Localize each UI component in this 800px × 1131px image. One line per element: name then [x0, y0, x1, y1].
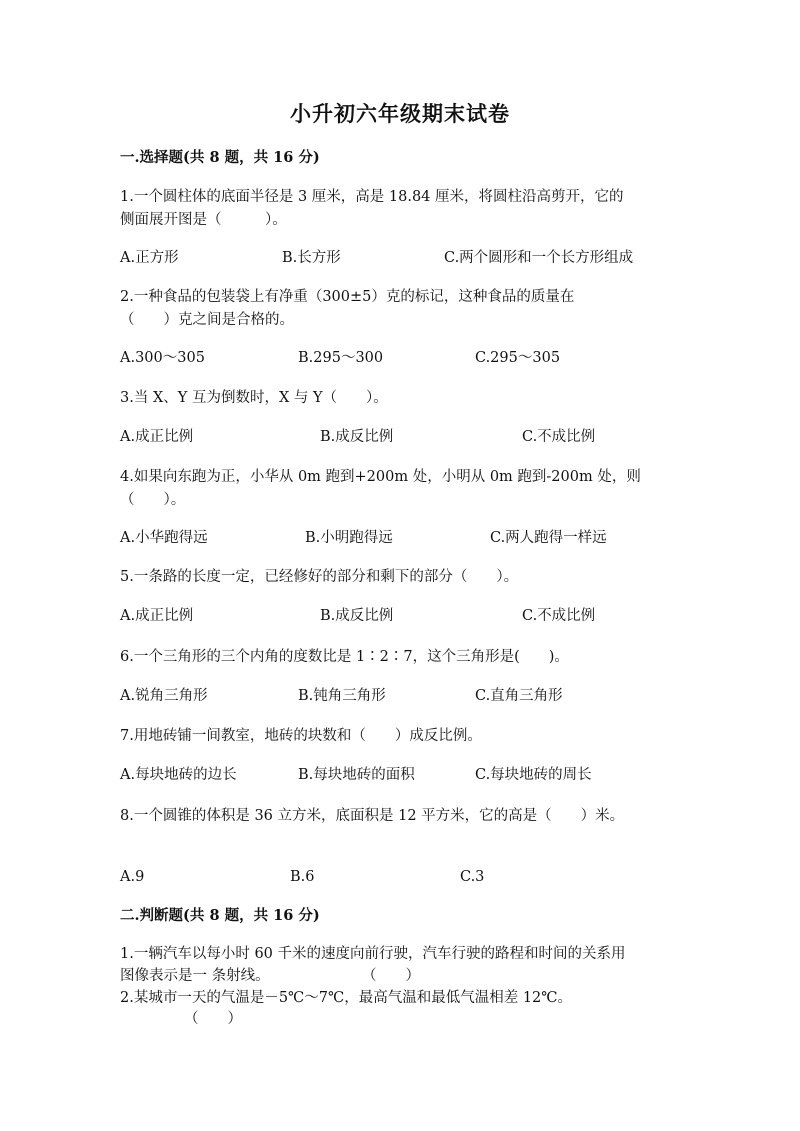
question-2-option-b: B.295～300 — [298, 350, 384, 366]
question-2-option-a: A.300～305 — [120, 350, 205, 366]
question-5-option-c: C.不成比例 — [522, 608, 596, 624]
question-6-line-1: 6.一个三角形的三个内角的度数比是 1∶2∶7，这个三角形是( )。 — [120, 649, 569, 665]
judgement-1-line-1: 1.一辆汽车以每小时 60 千米的速度向前行驶，汽车行驶的路程和时间的关系用 — [120, 946, 626, 962]
question-7-option-c: C.每块地砖的周长 — [475, 767, 592, 783]
question-3-option-b: B.成反比例 — [320, 429, 394, 445]
question-8-option-b: B.6 — [290, 869, 315, 885]
question-7-line-1: 7.用地砖铺一间教室，地砖的块数和（ ）成反比例。 — [120, 728, 482, 744]
question-1-option-c: C.两个圆形和一个长方形组成 — [444, 250, 634, 266]
page-title: 小升初六年级期末试卷 — [290, 101, 510, 126]
question-6-option-c: C.直角三角形 — [475, 688, 563, 704]
question-8-option-c: C.3 — [460, 869, 485, 885]
section-heading-judgement: 二.判断题(共 8 题，共 16 分) — [120, 907, 320, 924]
question-4-option-a: A.小华跑得远 — [120, 530, 208, 546]
question-1-option-b: B.长方形 — [282, 250, 341, 266]
question-8-line-1: 8.一个圆锥的体积是 36 立方米，底面积是 12 平方米，它的高是（ ）米。 — [120, 808, 625, 824]
question-3-option-c: C.不成比例 — [522, 429, 596, 445]
question-5-option-a: A.成正比例 — [120, 608, 194, 624]
section-heading-choice: 一.选择题(共 8 题，共 16 分) — [120, 149, 320, 166]
question-4-option-c: C.两人跑得一样远 — [490, 530, 607, 546]
question-3-option-a: A.成正比例 — [120, 429, 194, 445]
question-5-line-1: 5.一条路的长度一定，已经修好的部分和剩下的部分（ ）。 — [120, 569, 519, 585]
question-6-option-b: B.钝角三角形 — [298, 688, 386, 704]
judgement-2-answer-blank: （ ） — [184, 1011, 242, 1027]
question-1-option-a: A.正方形 — [120, 250, 179, 266]
judgement-1-line-2: 图像表示是一 条射线。 — [120, 968, 270, 984]
question-4-line-2: （ ）。 — [120, 492, 186, 508]
question-2-line-1: 2.一种食品的包装袋上有净重（300±5）克的标记，这种食品的质量在 — [120, 289, 575, 305]
judgement-2-line-1: 2.某城市一天的气温是－5℃～7℃，最高气温和最低气温相差 12℃。 — [120, 990, 573, 1006]
question-2-option-c: C.295～305 — [475, 350, 561, 366]
question-1-line-1: 1.一个圆柱体的底面半径是 3 厘米，高是 18.84 厘米，将圆柱沿高剪开，它的 — [120, 189, 624, 205]
question-7-option-b: B.每块地砖的面积 — [298, 767, 415, 783]
question-1-line-2: 侧面展开图是（ ）。 — [120, 212, 287, 228]
question-6-option-a: A.锐角三角形 — [120, 688, 208, 704]
question-3-line-1: 3.当 X、Y 互为倒数时，X 与 Y（ ）。 — [120, 390, 388, 406]
question-4-line-1: 4.如果向东跑为正，小华从 0m 跑到+200m 处，小明从 0m 跑到-200m 处，则 — [120, 469, 641, 485]
question-2-line-2: （ ）克之间是合格的。 — [120, 312, 294, 328]
question-4-option-b: B.小明跑得远 — [305, 530, 393, 546]
judgement-1-answer-blank: （ ） — [362, 968, 420, 984]
question-8-option-a: A.9 — [120, 869, 145, 885]
question-7-option-a: A.每块地砖的边长 — [120, 767, 237, 783]
question-5-option-b: B.成反比例 — [320, 608, 394, 624]
